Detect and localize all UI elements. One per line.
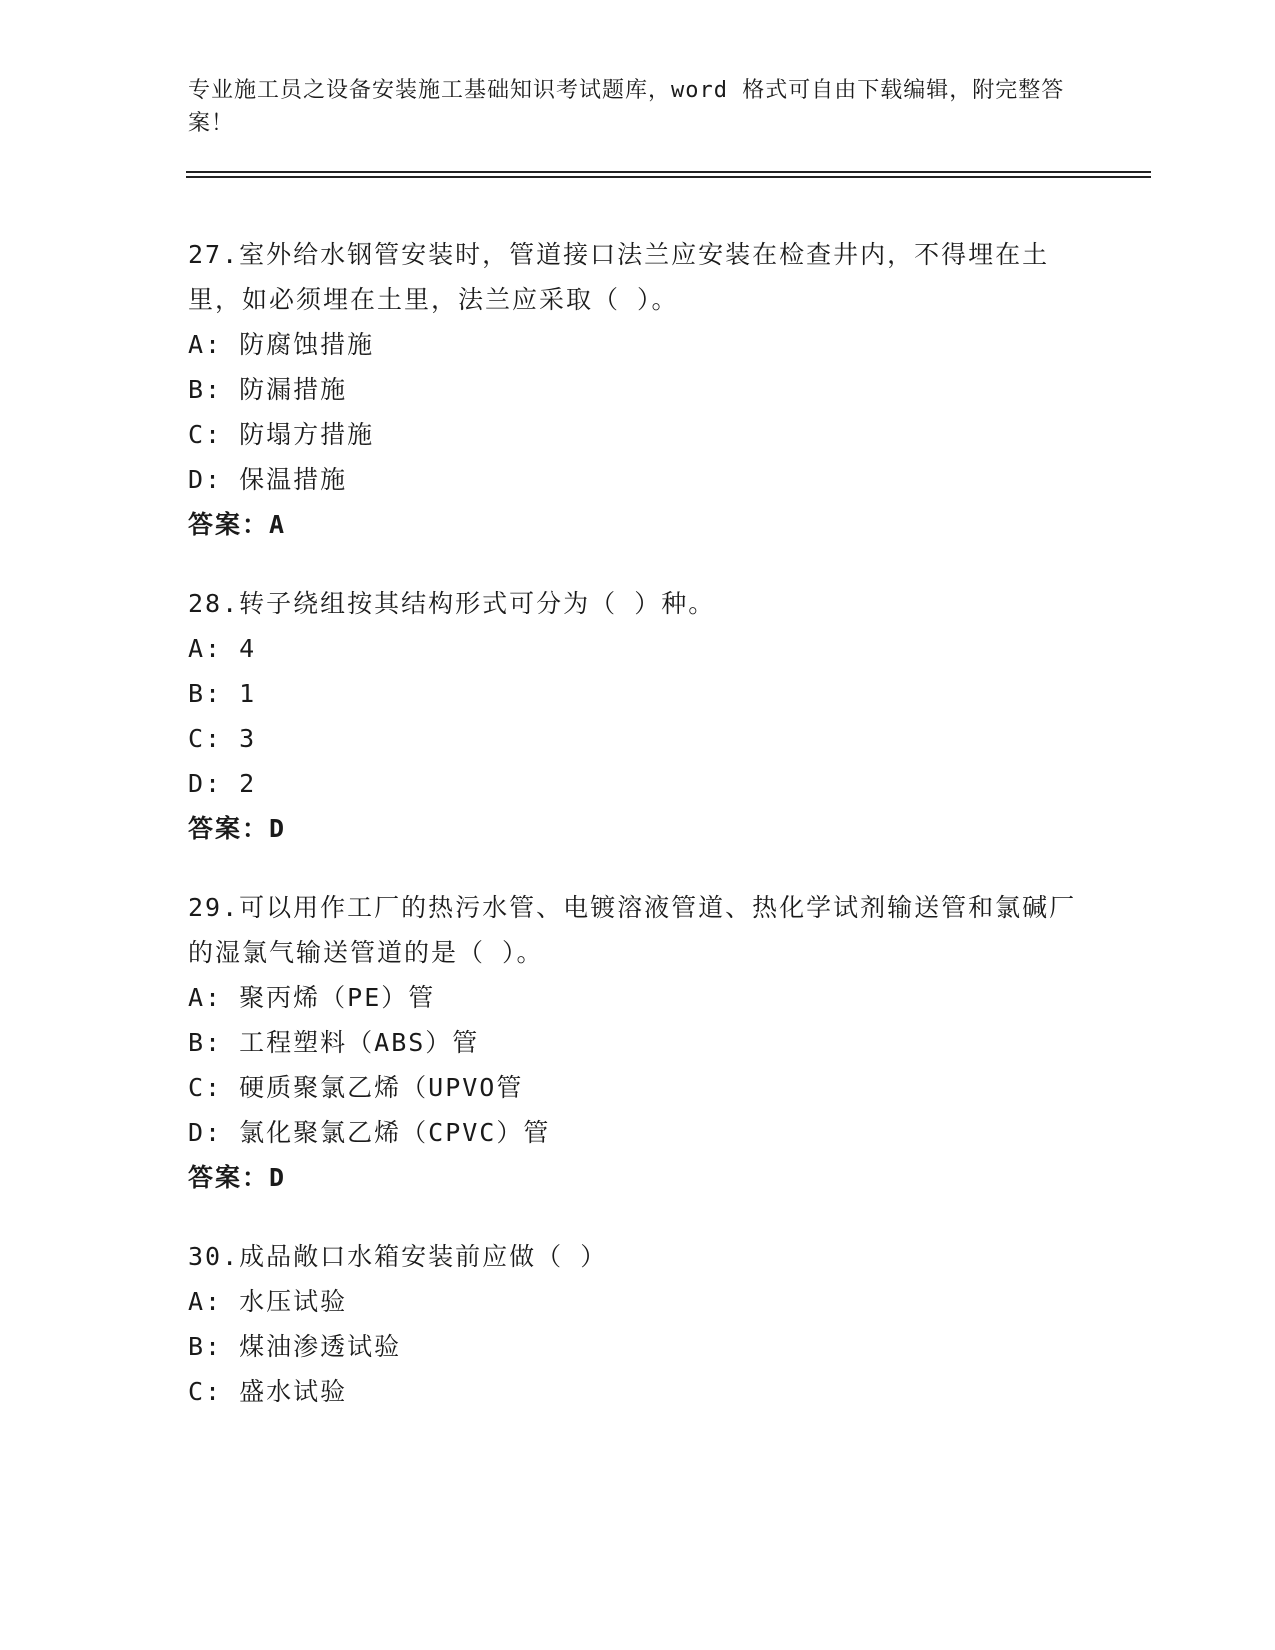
question-27: [188, 232, 1088, 547]
question-30: [188, 1234, 1088, 1414]
question-list: [188, 232, 1088, 1448]
question-29: [188, 885, 1088, 1200]
question-stem: 28.转子绕组按其结构形式可分为（ ）种。: [188, 589, 716, 618]
option-d: D: 氯化聚氯乙烯（CPVC）管: [188, 1118, 551, 1147]
option-d: D: 保温措施: [188, 465, 348, 494]
answer: 答案：A: [188, 510, 287, 539]
question-stem: 27.室外给水钢管安装时，管道接口法兰应安装在检查井内，不得埋在土里，如必须埋在土里，法兰应采取（ ）。: [188, 240, 1050, 314]
answer: 答案：D: [188, 1163, 287, 1192]
option-a: A: 防腐蚀措施: [188, 330, 375, 359]
option-d: D: 2: [188, 769, 257, 798]
option-a: A: 4: [188, 634, 257, 663]
question-stem: 30.成品敞口水箱安装前应做（ ）: [188, 1242, 608, 1271]
option-c: C: 3: [188, 724, 257, 753]
option-a: A: 聚丙烯（PE）管: [188, 983, 436, 1012]
header-rule-top: [186, 171, 1151, 173]
option-b: B: 工程塑料（ABS）管: [188, 1028, 480, 1057]
option-c: C: 硬质聚氯乙烯（UPVO管: [188, 1073, 524, 1102]
option-b: B: 防漏措施: [188, 375, 348, 404]
option-b: B: 1: [188, 679, 257, 708]
option-c: C: 盛水试验: [188, 1377, 348, 1406]
document-header: 专业施工员之设备安装施工基础知识考试题库，word 格式可自由下载编辑，附完整答案！: [188, 78, 1065, 136]
question-28: [188, 581, 1088, 851]
option-a: A: 水压试验: [188, 1287, 348, 1316]
answer: 答案：D: [188, 814, 287, 843]
option-b: B: 煤油渗透试验: [188, 1332, 402, 1361]
option-c: C: 防塌方措施: [188, 420, 375, 449]
header-rule-bottom: [186, 176, 1151, 178]
question-stem: 29.可以用作工厂的热污水管、电镀溶液管道、热化学试剂输送管和氯碱厂的湿氯气输送管道的是（ ）。: [188, 893, 1077, 967]
